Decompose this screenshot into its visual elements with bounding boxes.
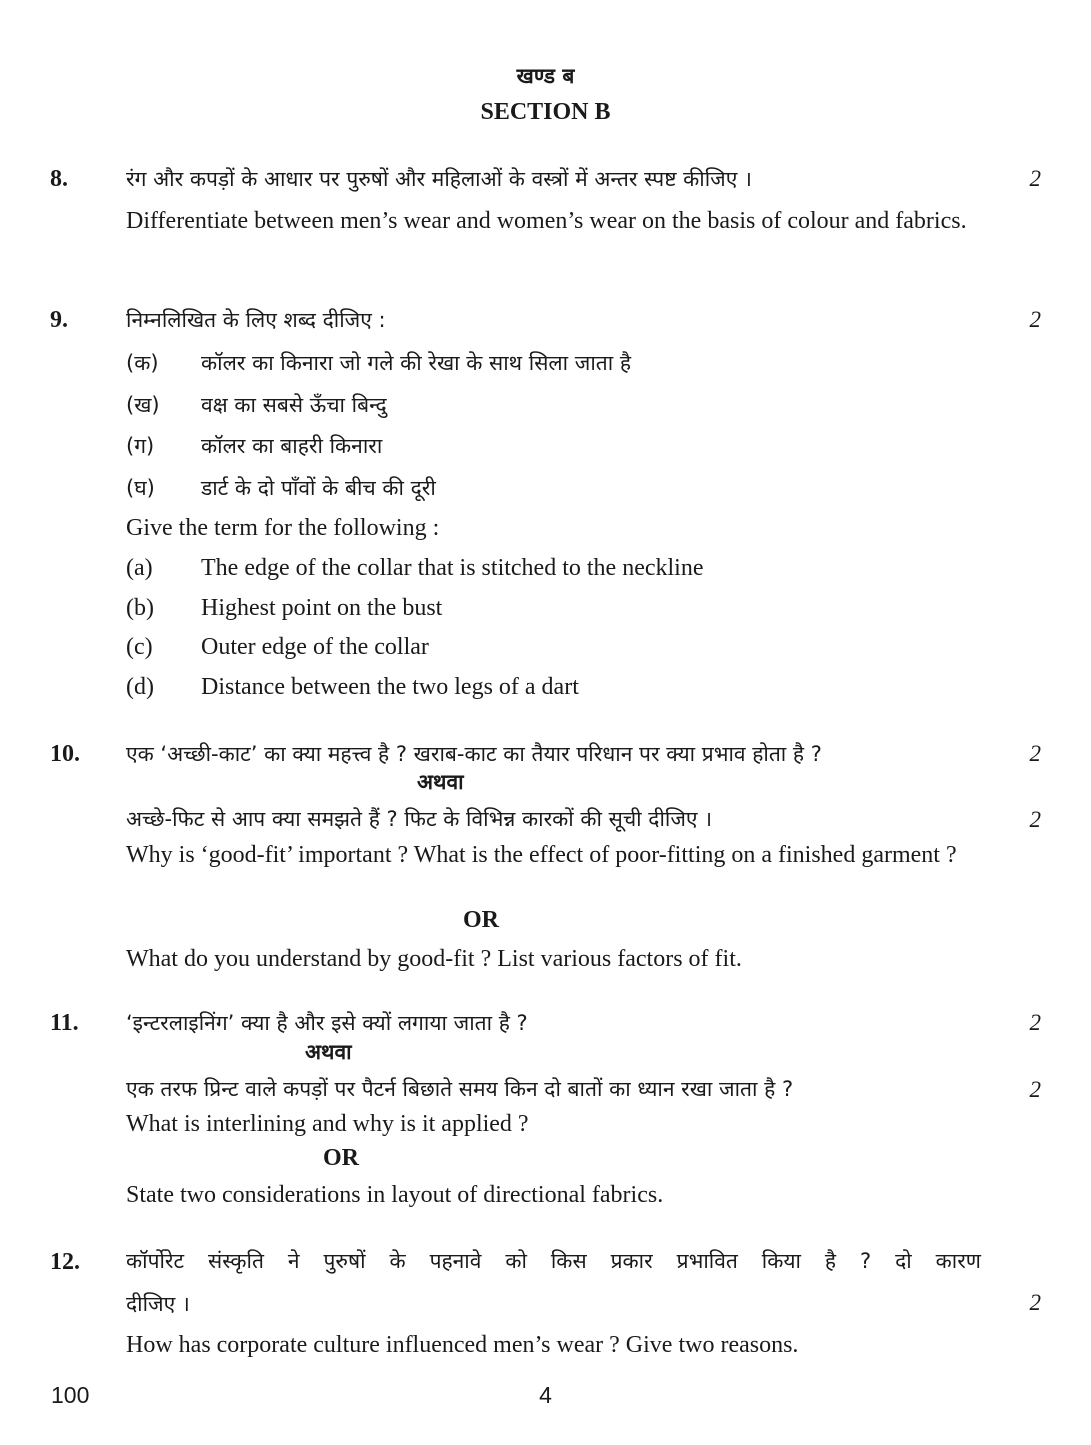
sub-item-label: (c) — [126, 634, 153, 660]
question-text-hindi: अच्छे-फिट से आप क्या समझते हैं ? फिट के विभिन्न कारकों की सूची दीजिए । — [126, 807, 713, 831]
question-number: 8. — [50, 166, 68, 192]
question-number: 10. — [50, 741, 80, 767]
question-marks: 2 — [1029, 1290, 1041, 1315]
question-marks: 2 — [1029, 807, 1041, 832]
question-text-english: How has corporate culture influenced men’s wear ? Give two reasons. — [126, 1332, 799, 1358]
question-text-english: What do you understand by good-fit ? List various factors of fit. — [126, 946, 742, 972]
or-divider-english: OR — [323, 1145, 359, 1171]
question-number: 12. — [50, 1249, 80, 1275]
or-divider-hindi: अथवा — [417, 770, 464, 794]
section-title-hindi: खण्ड ब — [516, 64, 575, 88]
sub-item-text: वक्ष का सबसे ऊँचा बिन्दु — [201, 393, 387, 417]
question-marks: 2 — [1029, 307, 1041, 332]
question-text-english: Give the term for the following : — [126, 515, 440, 541]
question-text-hindi: एक तरफ प्रिन्ट वाले कपड़ों पर पैटर्न बिछाते समय किन दो बातों का ध्यान रखा जाता है ? — [126, 1077, 794, 1101]
question-number: 11. — [50, 1010, 79, 1036]
question-text-hindi: ‘इन्टरलाइनिंग’ क्या है और इसे क्यों लगाया जाता है ? — [126, 1011, 528, 1035]
question-marks: 2 — [1029, 1010, 1041, 1035]
paper-code: 100 — [51, 1382, 90, 1408]
question-text-english: State two considerations in layout of directional fabrics. — [126, 1182, 664, 1208]
sub-item-text: डार्ट के दो पाँवों के बीच की दूरी — [201, 476, 436, 500]
sub-item-label: (क) — [126, 351, 159, 375]
question-text-english: What is interlining and why is it applied ? — [126, 1111, 529, 1137]
or-divider-english: OR — [463, 907, 499, 933]
question-marks: 2 — [1029, 166, 1041, 191]
sub-item-label: (ख) — [126, 393, 160, 417]
sub-item-text: The edge of the collar that is stitched to the neckline — [201, 555, 704, 581]
sub-item-text: Highest point on the bust — [201, 595, 443, 621]
question-number: 9. — [50, 307, 68, 333]
sub-item-label: (घ) — [126, 476, 155, 500]
question-text-english: Differentiate between men’s wear and women’s wear on the basis of colour and fabrics. — [126, 208, 967, 234]
question-text-hindi: रंग और कपड़ों के आधार पर पुरुषों और महिलाओं के वस्त्रों में अन्तर स्पष्ट कीजिए । — [126, 167, 752, 191]
page-number: 4 — [539, 1382, 552, 1408]
question-text-hindi: निम्नलिखित के लिए शब्द दीजिए : — [126, 308, 386, 332]
question-marks: 2 — [1029, 1077, 1041, 1102]
sub-item-text: Outer edge of the collar — [201, 634, 429, 660]
question-text-hindi: कॉर्पोरेट संस्कृति ने पुरुषों के पहनावे को किस प्रकार प्रभावित किया है ? दो कारण — [126, 1249, 981, 1273]
or-divider-hindi: अथवा — [305, 1040, 352, 1064]
sub-item-text: कॉलर का किनारा जो गले की रेखा के साथ सिला जाता है — [201, 351, 632, 375]
question-text-hindi: एक ‘अच्छी-काट’ का क्या महत्त्व है ? खराब-काट का तैयार परिधान पर क्या प्रभाव होता है ? — [126, 742, 822, 766]
section-title-english: SECTION B — [480, 99, 611, 125]
sub-item-label: (a) — [126, 555, 153, 581]
sub-item-label: (ग) — [126, 434, 155, 458]
sub-item-label: (b) — [126, 595, 154, 621]
sub-item-text: कॉलर का बाहरी किनारा — [201, 434, 383, 458]
question-text-english: Why is ‘good-fit’ important ? What is the effect of poor-fitting on a finished garment ? — [126, 842, 957, 868]
sub-item-label: (d) — [126, 674, 154, 700]
sub-item-text: Distance between the two legs of a dart — [201, 674, 579, 700]
question-text-hindi: दीजिए । — [126, 1292, 190, 1316]
question-marks: 2 — [1029, 741, 1041, 766]
